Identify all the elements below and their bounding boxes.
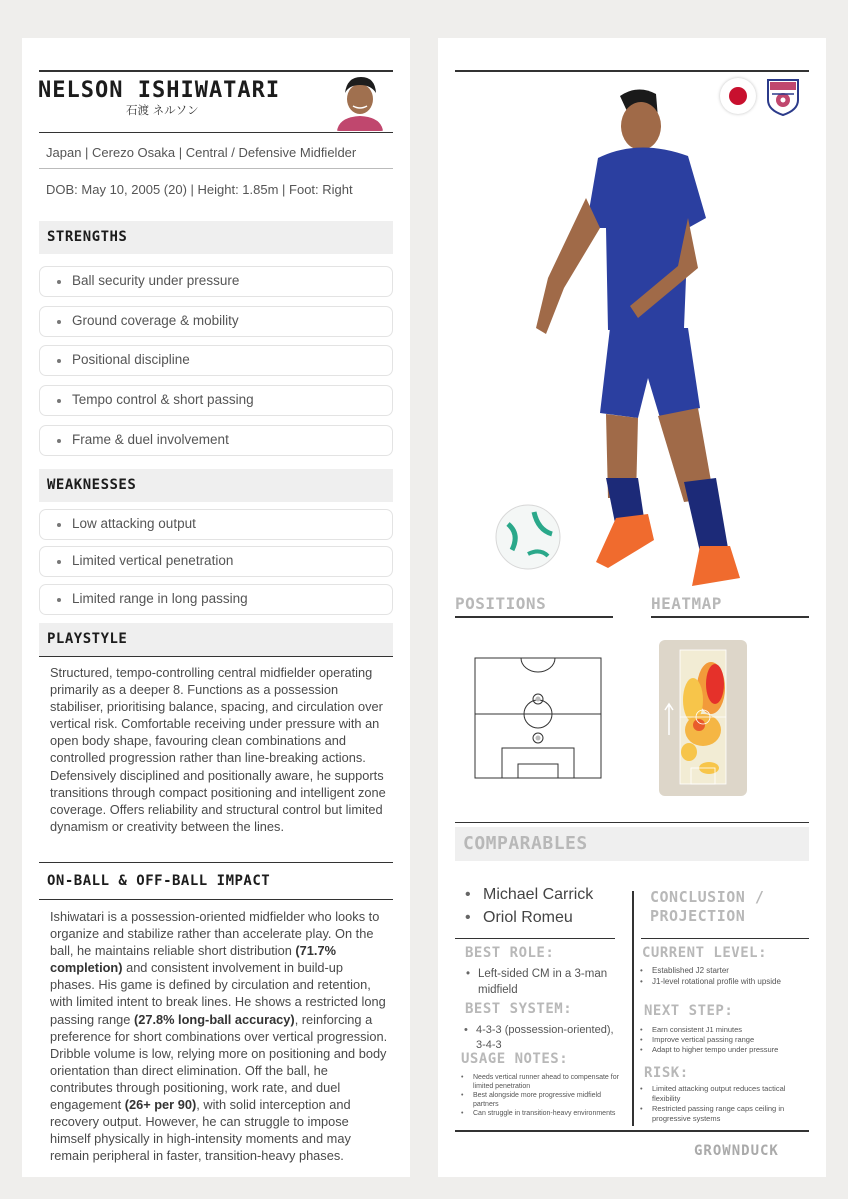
weaknesses-heading: WEAKNESSES xyxy=(39,469,393,502)
impact-text: Ishiwatari is a possession-oriented midfielder who looks to organize and stabilize rather than accelerate play. On the ball, he maintains reliable short distribution (71.7% completion) and consistent involvement in build-up phases. His game is defined by circulation and retention, with limited intent to break lines. He shows a restricted long passing range (27.8% long-ball accuracy), reinforcing a preference for short combinations over vertical progression. Dribble volume is low, relying more on positioning and body orientation than direct elimination. Off the ball, he contributes through positioning, work rate, and duel engagement (26+ per 90), with solid interception and recovery output. However, he can struggle to impose himself physically in high-intensity moments and may remain peripheral in faster, transition-heavy phases. xyxy=(50,909,388,1164)
next-step-item: • Earn consistent J1 minutes xyxy=(652,1025,807,1035)
strengths-heading: STRENGTHS xyxy=(39,221,393,254)
strength-item: Ball security under pressure xyxy=(39,266,393,297)
best-role-list xyxy=(478,967,623,998)
weakness-item: Limited range in long passing xyxy=(39,584,393,615)
best-system-list xyxy=(476,1023,623,1053)
heatmap-heading: HEATMAP xyxy=(651,594,722,613)
avatar xyxy=(335,73,385,131)
best-system-item: • 4-3-3 (possession-oriented), 3-4-3 xyxy=(476,1023,623,1053)
risk-item: • Limited attacking output reduces tactical flexibility xyxy=(652,1084,807,1104)
playstyle-heading: PLAYSTYLE xyxy=(39,623,393,656)
football-icon xyxy=(494,504,562,570)
current-level-heading: CURRENT LEVEL: xyxy=(642,945,768,961)
strength-item: Positional discipline xyxy=(39,345,393,376)
risk-list xyxy=(652,1084,807,1124)
usage-notes-heading: USAGE NOTES: xyxy=(461,1051,569,1067)
meta-line-bio: DOB: May 10, 2005 (20) | Height: 1.85m | Foot: Right xyxy=(46,182,353,197)
conclusion-heading: CONCLUSION / PROJECTION xyxy=(650,888,765,925)
positions-pitch xyxy=(474,657,602,779)
divider xyxy=(39,168,393,169)
comparable-player: • Oriol Romeu xyxy=(483,906,593,929)
player-name-japanese: 石渡 ネルソン xyxy=(126,103,199,117)
brand-logo: GROWNDUCK xyxy=(694,1143,779,1159)
heatmap-chart xyxy=(659,640,747,796)
comparable-player: • Michael Carrick xyxy=(483,883,593,906)
best-role-item: • Left-sided CM in a 3-man midfield xyxy=(478,967,623,998)
usage-note: • Needs vertical runner ahead to compensate for limited penetration xyxy=(473,1073,625,1091)
divider xyxy=(39,656,393,657)
usage-note: • Best alongside more progressive midfield partners xyxy=(473,1091,625,1109)
divider xyxy=(455,938,615,939)
next-step-item: • Improve vertical passing range xyxy=(652,1035,807,1045)
divider xyxy=(455,822,809,823)
weakness-item: Limited vertical penetration xyxy=(39,546,393,577)
divider xyxy=(39,132,393,133)
divider xyxy=(455,70,809,72)
best-role-heading: BEST ROLE: xyxy=(465,945,555,961)
risk-item: • Restricted passing range caps ceiling in progressive systems xyxy=(652,1104,807,1124)
usage-note: • Can struggle in transition-heavy environments xyxy=(473,1109,625,1118)
usage-notes-list xyxy=(473,1073,625,1118)
stat-highlight: (26+ per 90) xyxy=(124,1097,197,1113)
strength-item: Tempo control & short passing xyxy=(39,385,393,416)
next-step-heading: NEXT STEP: xyxy=(644,1003,734,1019)
divider xyxy=(39,862,393,863)
comparables-heading: COMPARABLES xyxy=(455,827,809,861)
scouting-panel xyxy=(438,38,826,1177)
strength-item: Ground coverage & mobility xyxy=(39,306,393,337)
risk-heading: RISK: xyxy=(644,1065,689,1081)
divider xyxy=(651,616,809,618)
positions-heading: POSITIONS xyxy=(455,594,547,613)
meta-line-club: Japan | Cerezo Osaka | Central / Defensive Midfielder xyxy=(46,145,357,160)
best-system-heading: BEST SYSTEM: xyxy=(465,1001,573,1017)
strength-item: Frame & duel involvement xyxy=(39,425,393,456)
divider xyxy=(39,899,393,900)
current-level-list xyxy=(652,966,807,987)
next-step-item: • Adapt to higher tempo under pressure xyxy=(652,1045,807,1055)
weakness-item: Low attacking output xyxy=(39,509,393,540)
player-name: NELSON ISHIWATARI xyxy=(38,78,281,103)
divider xyxy=(455,1130,809,1132)
column-divider xyxy=(632,891,634,1126)
current-level-item: • J1-level rotational profile with upside xyxy=(652,977,807,988)
divider xyxy=(39,70,393,72)
profile-panel xyxy=(22,38,410,1177)
stat-highlight: (71.7% completion) xyxy=(50,943,336,976)
playstyle-text: Structured, tempo-controlling central midfielder operating primarily as a deeper 8. Functions as a possession stabiliser, prioritising balance, spacing, and circulation over vertical risk. Comfortable receiving under pressure with an open body shape, favouring clean combinations and controlled progression rather than line-breaking actions. Defensively disciplined and positionally aware, he supports transitions through compact positioning and intelligent zone coverage. Offers reliability and structural control but limited dynamism or creativity between the lines. xyxy=(50,665,386,834)
comparables-list xyxy=(483,883,593,929)
divider xyxy=(641,938,809,939)
current-level-item: • Established J2 starter xyxy=(652,966,807,977)
next-step-list xyxy=(652,1025,807,1055)
divider xyxy=(455,616,613,618)
stat-highlight: (27.8% long-ball accuracy) xyxy=(133,1011,295,1027)
impact-heading: ON-BALL & OFF-BALL IMPACT xyxy=(39,865,393,898)
